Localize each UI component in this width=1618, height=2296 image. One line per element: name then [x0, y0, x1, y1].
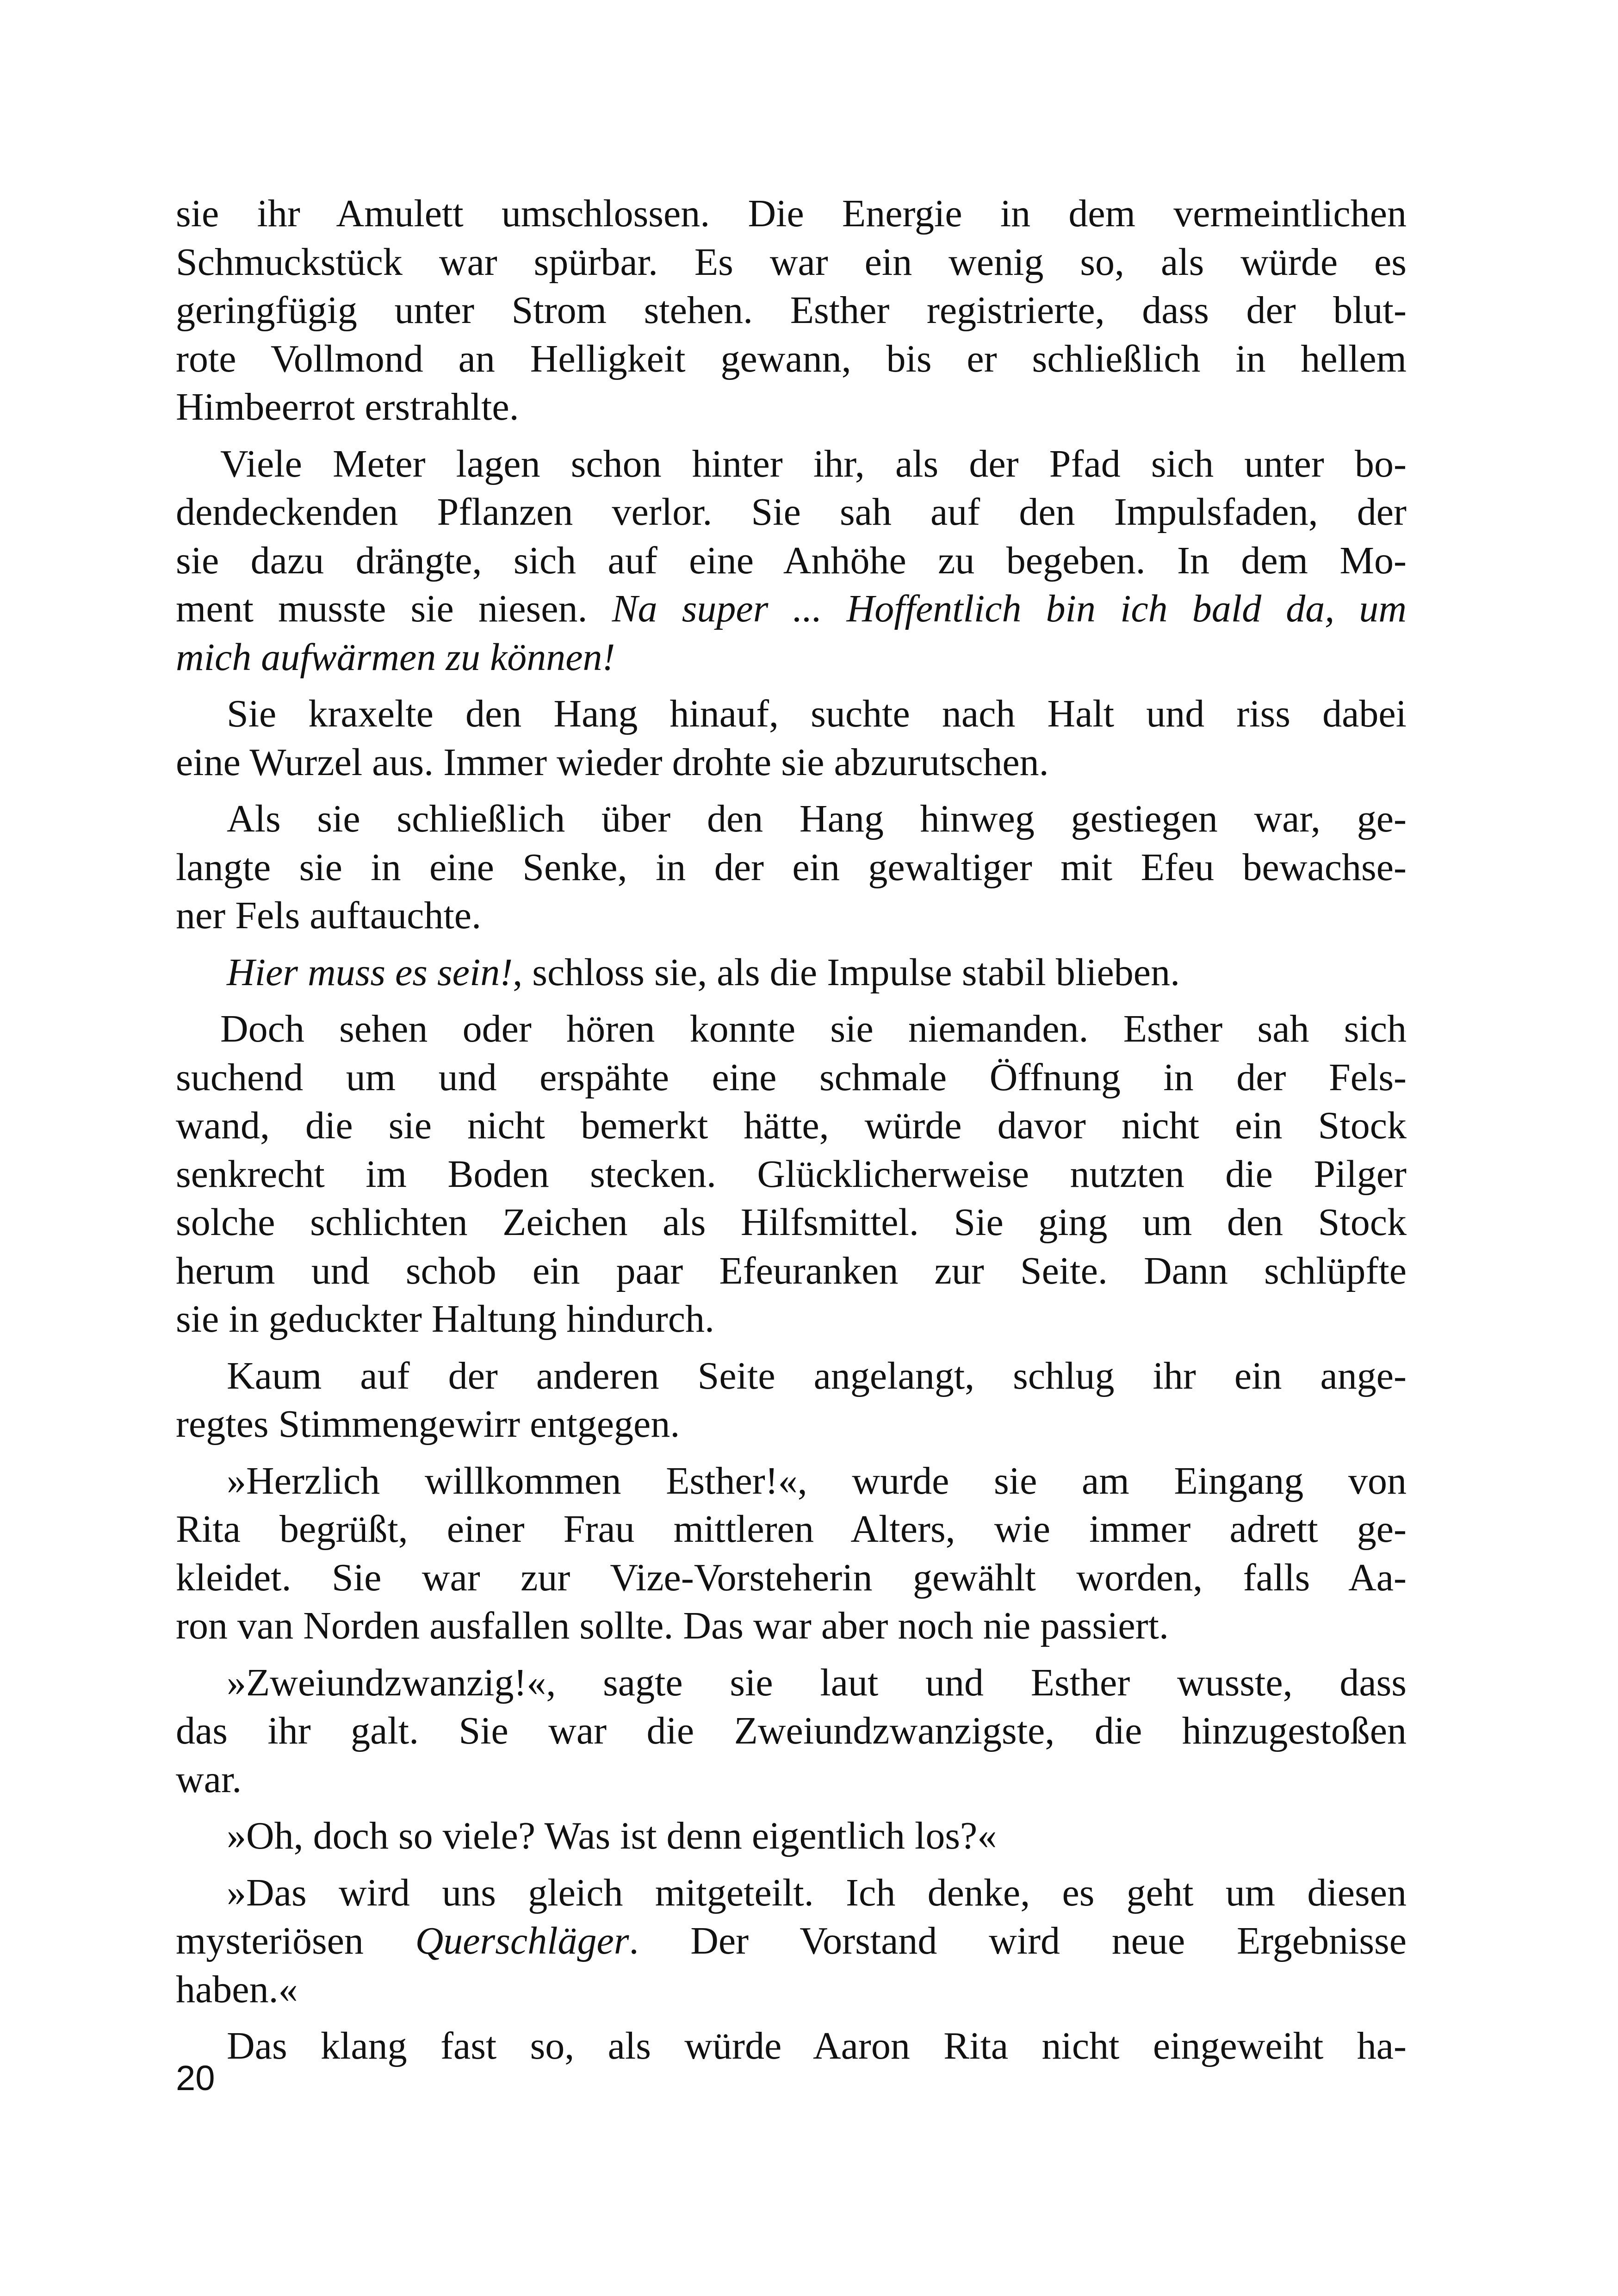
text-line: haben.« [176, 1967, 298, 2011]
italic-text: Hier muss es sein! [227, 950, 513, 994]
text-line: »Oh, doch so viele? Was ist denn eigentlich los?« [227, 1814, 997, 1857]
text-line: Sie kraxelte den Hang hinauf, suchte nach Halt und riss dabei [227, 692, 1407, 735]
text-line: »Das wird uns gleich mitgeteilt. Ich denke, es geht um diesen [227, 1871, 1407, 1914]
text-line: senkrecht im Boden stecken. Glücklicherweise nutzten die Pilger [176, 1152, 1407, 1196]
text-line: »Zweiundzwanzig!«, sagte sie laut und Esther wusste, dass [227, 1661, 1407, 1704]
text-span: , schloss sie, als die Impulse stabil blieben. [513, 950, 1180, 994]
text-line: geringfügig unter Strom stehen. Esther registrierte, dass der blut- [176, 289, 1407, 332]
text-line: Doch sehen oder hören konnte sie niemanden. Esther sah sich [220, 1007, 1407, 1050]
text-line: ron van Norden ausfallen sollte. Das war aber noch nie passiert. [176, 1604, 1169, 1647]
text-line: Rita begrüßt, einer Frau mittleren Alters, wie immer adrett ge- [176, 1508, 1407, 1551]
text-line: sie ihr Amulett umschlossen. Die Energie in dem vermeintlichen [176, 192, 1407, 235]
text-line: das ihr galt. Sie war die Zweiundzwanzigste, die hinzugestoßen [176, 1709, 1407, 1752]
text-line: sie dazu drängte, sich auf eine Anhöhe zu begeben. In dem Mo- [176, 539, 1407, 582]
text-line: dendeckenden Pflanzen verlor. Sie sah auf den Impulsfaden, der [176, 490, 1407, 534]
text-line: Himbeerrot erstrahlte. [176, 385, 519, 428]
text-line: eine Wurzel aus. Immer wieder drohte sie abzurutschen. [176, 740, 1049, 784]
text-line [176, 949, 1407, 997]
text-line: rote Vollmond an Helligkeit gewann, bis er schließlich in hellem [176, 337, 1407, 380]
text-line: wand, die sie nicht bemerkt hätte, würde davor nicht ein Stock [176, 1104, 1407, 1147]
text-line: regtes Stimmengewirr entgegen. [176, 1402, 680, 1446]
text-line: »Herzlich willkommen Esther!«, wurde sie am Eingang von [227, 1459, 1407, 1502]
text-line: war. [176, 1757, 242, 1801]
text-line: solche schlichten Zeichen als Hilfsmittel. Sie ging um den Stock [176, 1201, 1407, 1244]
text-line [176, 585, 1407, 633]
text-line: Viele Meter lagen schon hinter ihr, als der Pfad sich unter bo- [220, 442, 1407, 485]
text-span: mysteriösen [176, 1919, 415, 1962]
text-line: Das klang fast so, als würde Aaron Rita nicht eingeweiht ha- [227, 2024, 1407, 2067]
text-span: . Der Vorstand wird neue Ergebnisse [629, 1919, 1407, 1962]
text-line: herum und schob ein paar Efeuranken zur Seite. Dann schlüpfte [176, 1249, 1407, 1292]
text-span: ment musste sie niesen. [176, 587, 612, 630]
text-line: kleidet. Sie war zur Vize-Vorsteherin gewählt worden, falls Aa- [176, 1556, 1407, 1599]
text-line: ner Fels auftauchte. [176, 894, 482, 937]
page-number: 20 [176, 2059, 215, 2098]
italic-text: Querschläger [415, 1919, 629, 1962]
text-line [176, 1917, 1407, 1966]
text-line: Kaum auf der anderen Seite angelangt, schlug ihr ein ange- [227, 1354, 1407, 1397]
text-line: Schmuckstück war spürbar. Es war ein wenig so, als würde es [176, 240, 1407, 284]
text-line: langte sie in eine Senke, in der ein gewaltiger mit Efeu bewachse- [176, 845, 1407, 889]
text-line: sie in geduckter Haltung hindurch. [176, 1297, 715, 1340]
text-line: suchend um und erspähte eine schmale Öffnung in der Fels- [176, 1055, 1407, 1099]
italic-text: Na super ... Hoffentlich bin ich bald da, um [612, 587, 1407, 630]
italic-text: mich aufwärmen zu können! [176, 635, 615, 679]
page-text-body [176, 190, 1407, 2071]
text-line: Als sie schließlich über den Hang hinweg gestiegen war, ge- [227, 797, 1407, 840]
text-line [176, 633, 1407, 682]
